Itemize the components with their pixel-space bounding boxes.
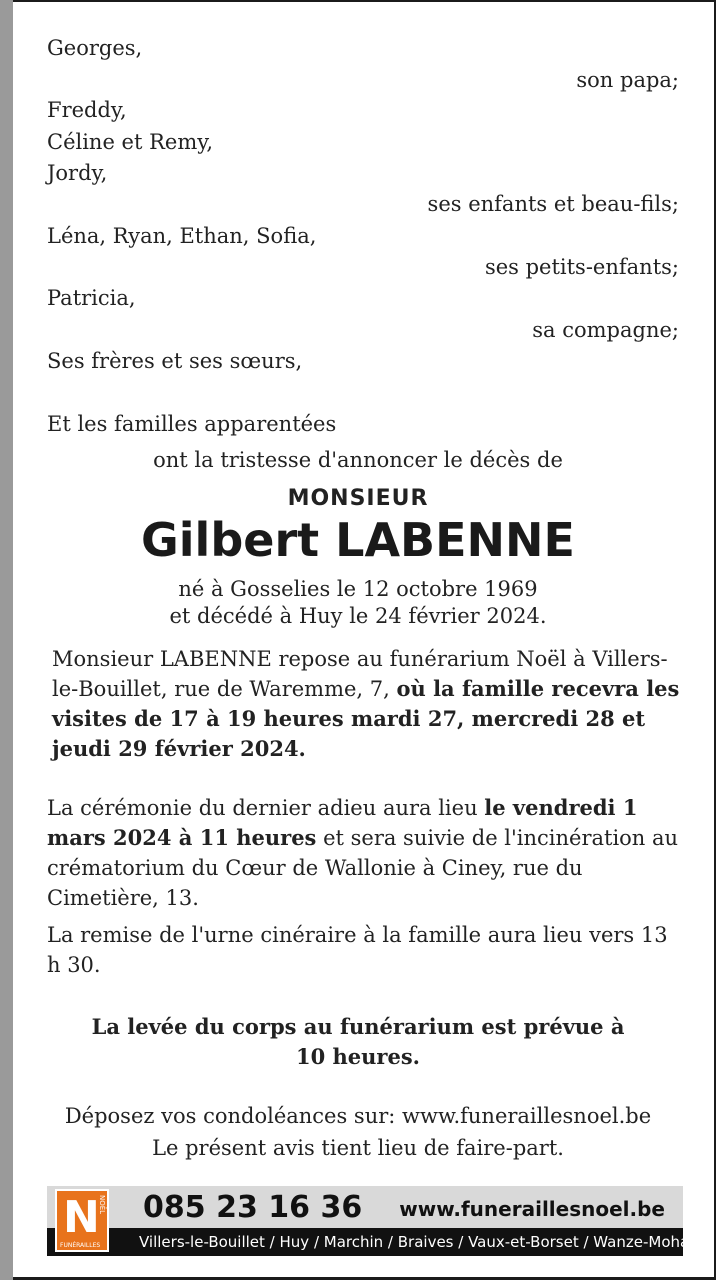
- notice-line: Le présent avis tient lieu de faire-part.: [152, 1136, 564, 1160]
- family-name-patricia: Patricia,: [47, 286, 136, 310]
- funeral-home-logo: [55, 1189, 109, 1252]
- relation-compagne: sa compagne;: [532, 318, 679, 342]
- condolences-line: Déposez vos condoléances sur: www.funeraillesnoel.be: [64, 1104, 652, 1128]
- announcement: ont la tristesse d'annoncer le décès de: [153, 448, 563, 472]
- left-border: [0, 0, 13, 1280]
- birth-line: né à Gosselies le 12 octobre 1969: [178, 577, 538, 601]
- family-name-jordy: Jordy,: [47, 161, 108, 185]
- paragraph-funerarium-plain: Monsieur LABENNE repose au funérarium Noël à Villers-le-Bouillet, rue de Waremme, 7,: [52, 647, 668, 701]
- relation-petits-enfants: ses petits-enfants;: [484, 255, 679, 279]
- locations-list: Villers-le-Bouillet / Huy / Marchin / Braives / Vaux-et-Borset / Wanze-Moha: [139, 1233, 690, 1251]
- paragraph-ceremony-plain2: et sera suivie de l'incinération au crématorium du Cœur de Wallonie à Ciney, rue du Cimetière, 13.: [47, 826, 679, 910]
- paragraph-ceremony-plain1: La cérémonie du dernier adieu aura lieu: [47, 796, 485, 820]
- logo-side-text: NOËL: [98, 1195, 106, 1215]
- logo-sub-text: FUNÉRAILLES: [60, 1242, 101, 1249]
- family-name-freres-soeurs: Ses frères et ses sœurs,: [47, 349, 303, 373]
- death-line: et décédé à Huy le 24 février 2024.: [169, 604, 547, 628]
- deceased-name: Gilbert LABENNE: [141, 513, 575, 567]
- relation-papa: son papa;: [576, 68, 679, 92]
- family-name-celine-remy: Céline et Remy,: [47, 130, 214, 154]
- deceased-title: MONSIEUR: [287, 486, 429, 511]
- logo-letter: N: [63, 1192, 100, 1243]
- top-border: [13, 0, 716, 2]
- funeral-home-banner: [47, 1186, 690, 1256]
- family-name-freddy: Freddy,: [47, 98, 127, 122]
- levee-line-2: 10 heures.: [296, 1044, 420, 1069]
- family-name-petits-enfants: Léna, Ryan, Ethan, Sofia,: [47, 224, 317, 248]
- paragraph-ceremony: [47, 793, 687, 913]
- family-name-georges: Georges,: [47, 36, 143, 60]
- relation-enfants: ses enfants et beau-fils;: [427, 192, 679, 216]
- phone-number[interactable]: 085 23 16 36: [143, 1190, 363, 1225]
- levee-line-1: La levée du corps au funérarium est prévue à: [91, 1014, 625, 1039]
- paragraph-ceremony-bold: le vendredi 1 mars 2024 à 11 heures: [47, 795, 638, 850]
- paragraph-funerarium-bold: où la famille recevra les visites de 17 à 19 heures mardi 27, mercredi 28 et jeudi 29 février 2024.: [52, 676, 680, 761]
- paragraph-funerarium: [52, 644, 687, 764]
- paragraph-urne: La remise de l'urne cinéraire à la famille aura lieu vers 13 h 30.: [47, 923, 668, 977]
- website-link[interactable]: www.funeraillesnoel.be: [399, 1197, 665, 1221]
- family-name-apparentees: Et les familles apparentées: [47, 412, 337, 436]
